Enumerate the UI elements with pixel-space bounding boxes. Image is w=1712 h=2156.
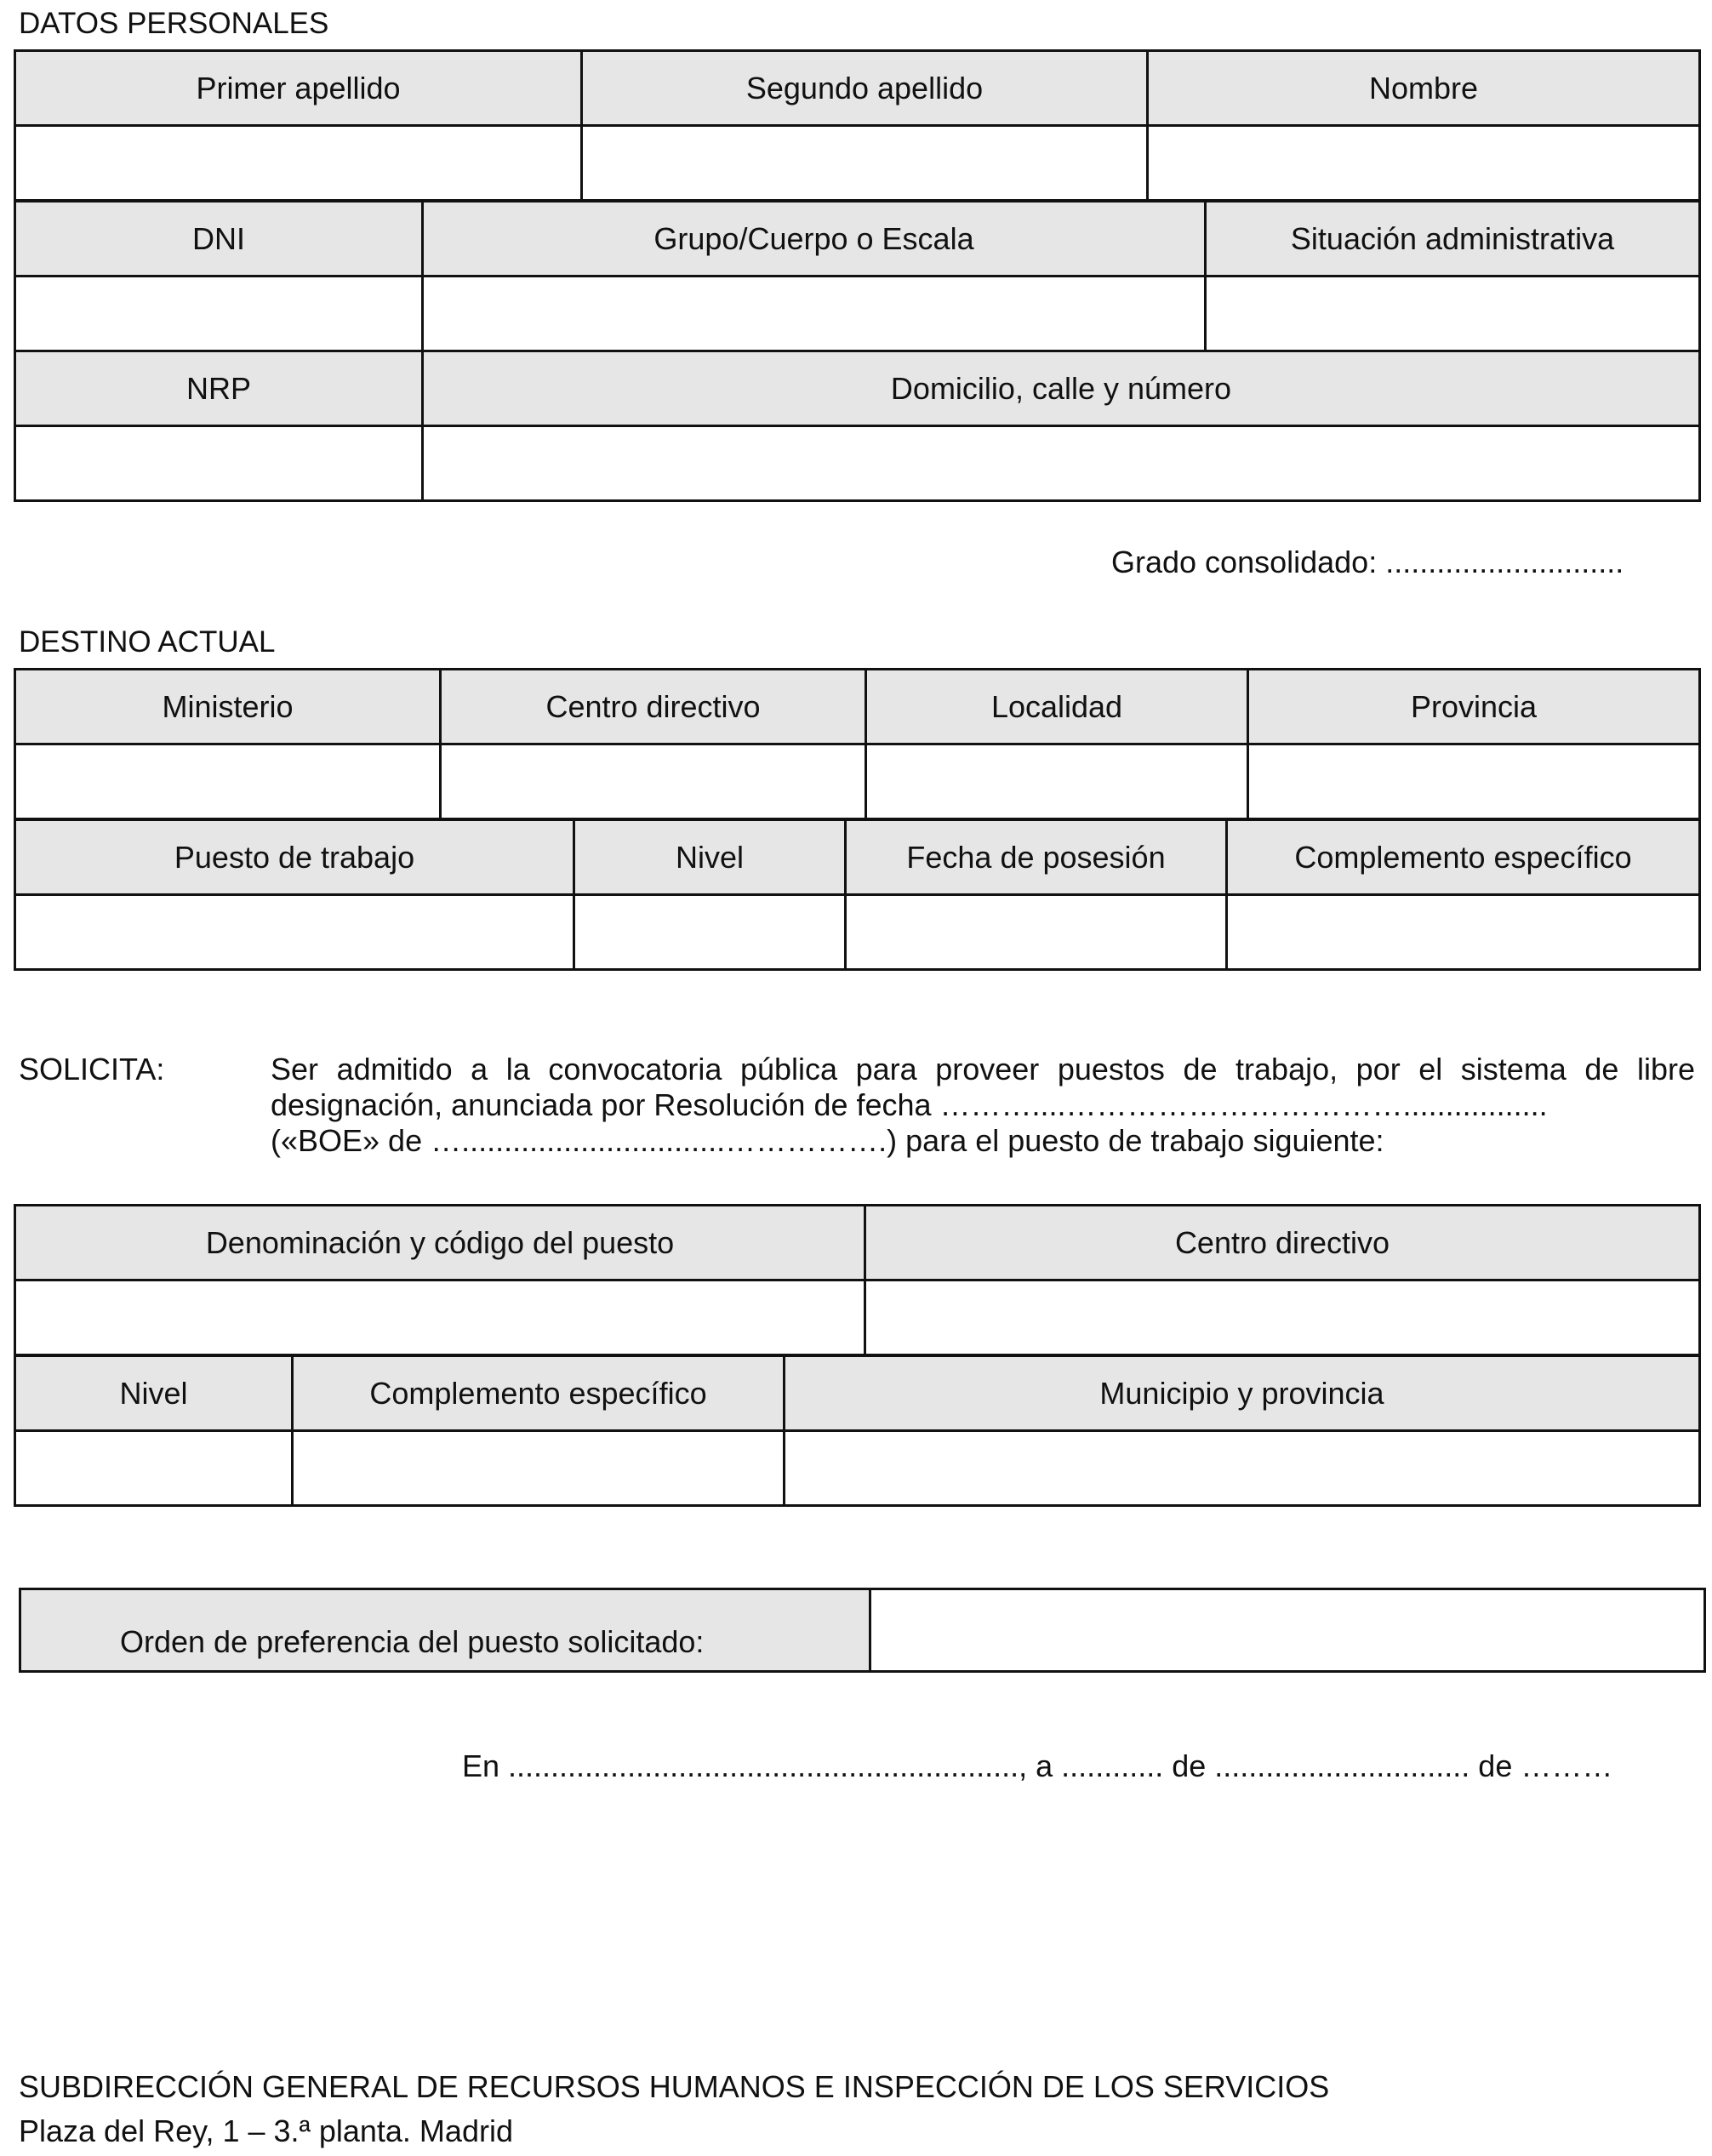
header-provincia: Provincia [1248,670,1700,744]
field-grupo-cuerpo-escala[interactable] [423,277,1206,351]
field-nivel-puesto[interactable] [15,1431,293,1506]
field-nombre[interactable] [1148,126,1700,201]
field-provincia[interactable] [1248,744,1700,819]
field-nrp[interactable] [15,426,423,501]
grado-consolidado: Grado consolidado: ............................ [1111,545,1624,579]
field-denominacion-codigo-puesto[interactable] [15,1280,865,1355]
header-grupo-cuerpo-escala: Grupo/Cuerpo o Escala [423,202,1206,277]
header-nombre: Nombre [1148,51,1700,126]
preferencia-label: Orden de preferencia del puesto solicitado: [20,1589,870,1672]
header-denominacion-codigo-puesto: Denominación y código del puesto [15,1206,865,1280]
header-fecha-de-posesion: Fecha de posesión [846,820,1227,895]
field-segundo-apellido[interactable] [582,126,1148,201]
field-situacion-administrativa[interactable] [1206,277,1700,351]
section-title-destino-actual: DESTINO ACTUAL [19,625,276,659]
field-orden-preferencia[interactable] [870,1589,1705,1672]
header-dni: DNI [15,202,423,277]
header-nrp: NRP [15,351,423,426]
field-domicilio[interactable] [423,426,1700,501]
header-segundo-apellido: Segundo apellido [582,51,1148,126]
field-centro-directivo-puesto[interactable] [865,1280,1700,1355]
field-nivel-actual[interactable] [574,895,846,970]
field-ministerio[interactable] [15,744,441,819]
datos-personales-table-2 [14,200,1701,502]
solicita-text-line2: («BOE» de …...............................…………….) para el puesto de trabajo siguiente: [271,1123,1384,1158]
header-primer-apellido: Primer apellido [15,51,582,126]
header-centro-directivo: Centro directivo [441,670,866,744]
field-puesto-de-trabajo[interactable] [15,895,574,970]
field-fecha-de-posesion[interactable] [846,895,1227,970]
header-municipio-provincia: Municipio y provincia [785,1356,1700,1431]
header-nivel-puesto: Nivel [15,1356,293,1431]
header-complemento-especifico-actual: Complemento específico [1227,820,1700,895]
field-complemento-especifico-actual[interactable] [1227,895,1700,970]
preferencia-table [19,1588,1706,1673]
field-dni[interactable] [15,277,423,351]
header-nivel-actual: Nivel [574,820,846,895]
section-title-datos-personales: DATOS PERSONALES [19,7,329,40]
solicita-label: SOLICITA: [19,1052,165,1087]
solicita-text [271,1052,1695,1159]
field-municipio-provincia[interactable] [785,1431,1700,1506]
puesto-solicitado-table-2 [14,1355,1701,1507]
header-ministerio: Ministerio [15,670,441,744]
field-centro-directivo[interactable] [441,744,866,819]
datos-personales-table-1 [14,49,1701,202]
solicita-text-line1: Ser admitido a la convocatoria pública para proveer puestos de trabajo, por el sistema de libre designación, anunciada por Resolución de fecha ………....……………………………................. [271,1052,1695,1122]
destino-actual-table [14,668,1701,820]
header-centro-directivo-puesto: Centro directivo [865,1206,1700,1280]
footer-organismo: SUBDIRECCIÓN GENERAL DE RECURSOS HUMANOS E INSPECCIÓN DE LOS SERVICIOS [19,2069,1330,2104]
destino-actual-table-2 [14,818,1701,971]
header-localidad: Localidad [866,670,1248,744]
header-complemento-especifico-puesto: Complemento específico [293,1356,785,1431]
header-domicilio: Domicilio, calle y número [423,351,1700,426]
header-situacion-administrativa: Situación administrativa [1206,202,1700,277]
puesto-solicitado-table-1 [14,1204,1701,1356]
footer-direccion: Plaza del Rey, 1 – 3.ª planta. Madrid [19,2113,513,2148]
field-localidad[interactable] [866,744,1248,819]
fecha-lugar-linea: En ............................................................, a ............ de .............................. de ……… [462,1748,1613,1783]
field-complemento-especifico-puesto[interactable] [293,1431,785,1506]
field-primer-apellido[interactable] [15,126,582,201]
header-puesto-de-trabajo: Puesto de trabajo [15,820,574,895]
